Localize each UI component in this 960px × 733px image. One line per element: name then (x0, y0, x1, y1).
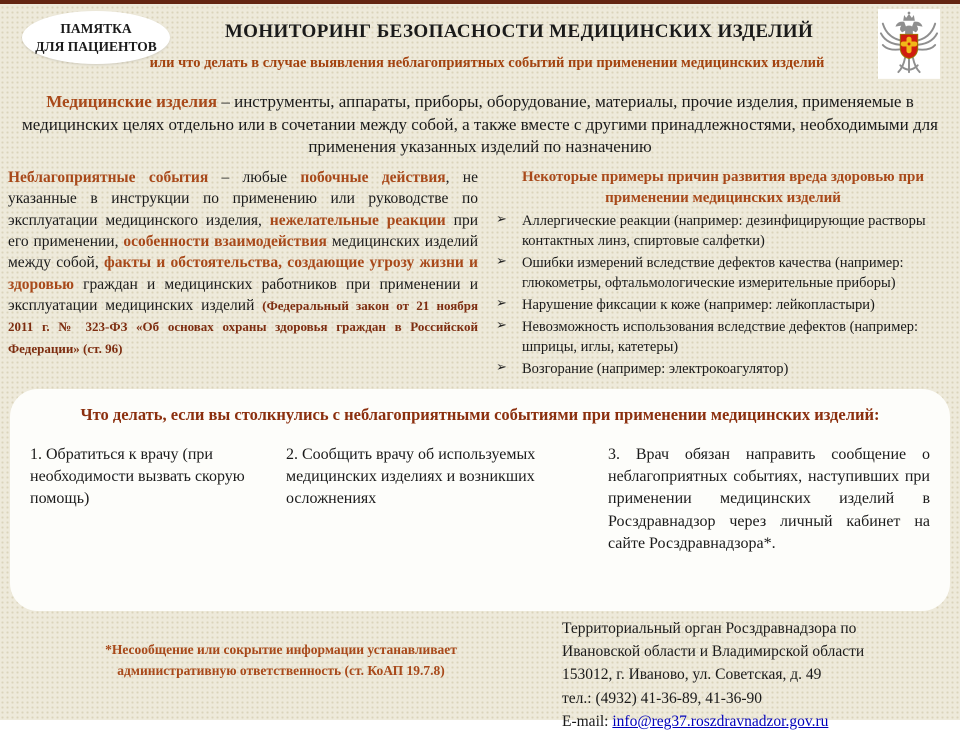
memo-badge (22, 11, 170, 64)
memo-badge-line2: ДЛЯ ПАЦИЕНТОВ (35, 38, 157, 54)
list-item-text: Нарушение фиксации к коже (например: лейкопластыри) (522, 296, 875, 313)
contact-email-row (562, 710, 940, 733)
federal-law-reference: (Федеральный закон от 21 ноября 2011 г. № 323-ФЗ «Об основах охраны здоровья граждан в Российской Федерации» (ст. 96) (8, 298, 478, 356)
list-item (494, 253, 952, 293)
content-columns (0, 167, 960, 381)
steps-row (26, 444, 934, 556)
step-1: 1. Обратиться к врачу (при необходимости вызвать скорую помощь) (30, 445, 245, 508)
examples-section (494, 167, 952, 381)
list-item-text: Невозможность использования вследствие дефектов (например: шприцы, иглы, катетеры) (522, 318, 919, 355)
examples-list (494, 211, 952, 379)
footnote-line1: *Несообщение или сокрытие информации устанавливает (105, 641, 457, 657)
arrow-bullet-icon: ➢ (496, 359, 507, 375)
arrow-bullet-icon: ➢ (496, 211, 507, 227)
adverse-events-paragraph: Неблагоприятные события – любые побочные действия, не указанные в инструкции по применению или руководстве по эксплуатации медицинского изделия, нежелательные реакции при его применении, особенности взаимодействия медицинских изделий между собой, факты и обстоятельства, создающие угрозу жизни и здоровью граждан и медицинских работников при применении и эксплуатации медицинских изделий (Федеральный закон от 21 ноября 2011 г. № 323-ФЗ «Об основах охраны здоровья граждан в Российской Федерации» (ст. 96) (8, 168, 479, 356)
adverse-term: Неблагоприятные события (8, 168, 209, 186)
what-to-do-box (10, 389, 950, 611)
contact-address: 153012, г. Иваново, ул. Советская, д. 49 (562, 666, 822, 684)
roszdravnadzor-emblem-icon (878, 9, 940, 79)
list-item (494, 359, 952, 379)
step-3: 3. Врач обязан направить сообщение о неблагоприятных событиях, наступивших при применении медицинских изделий в Росздравнадзор через личный кабинет на сайте Росздравнадзора*. (608, 445, 930, 553)
step-2: 2. Сообщить врачу об используемых медицинских изделиях и возникших осложнениях (286, 445, 536, 508)
page-title: МОНИТОРИНГ БЕЗОПАСНОСТИ МЕДИЦИНСКИХ ИЗДЕЛИЙ (224, 21, 814, 42)
list-item-text: Возгорание (например: электрокоагулятор) (522, 360, 789, 377)
what-to-do-heading: Что делать, если вы столкнулись с неблагоприятными событиями при применении медицинских изделий: (80, 404, 880, 424)
footnote (0, 617, 562, 733)
arrow-bullet-icon: ➢ (496, 253, 507, 269)
contact-phone: тел.: (4932) 41-36-89, 41-36-90 (562, 689, 763, 707)
list-item (494, 295, 952, 315)
page-subtitle: или что делать в случае выявления неблагоприятных событий при применении медицинских изделий (149, 55, 825, 71)
list-item (494, 211, 952, 251)
email-label: E-mail: (562, 712, 613, 730)
header (0, 4, 960, 86)
contact-org-line1: Территориальный орган Росздравнадзора по (562, 619, 857, 637)
arrow-bullet-icon: ➢ (496, 295, 507, 311)
definition-paragraph (0, 91, 960, 159)
footnote-line2: административную ответственность (ст. КоАП 19.7.8) (117, 663, 445, 679)
definition-term: Медицинские изделия (46, 92, 218, 111)
list-item-text: Ошибки измерений вследствие дефектов качества (например: глюкометры, офтальмологические измерительные приборы) (522, 254, 904, 291)
contact-block (562, 617, 960, 733)
list-item (494, 317, 952, 357)
definition-text: – инструменты, аппараты, приборы, оборудование, материалы, прочие изделия, применяемые в медицинских целях отдельно или в сочетании между собой, а также вместе с другими принадлежностями, необходимыми для применения указанных изделий по назначению (22, 92, 938, 157)
email-link[interactable]: info@reg37.roszdravnadzor.gov.ru (612, 712, 829, 730)
contact-org-line2: Ивановской области и Владимирской области (562, 643, 865, 661)
examples-heading: Некоторые примеры причин развития вреда здоровью при применении медицинских изделий (521, 168, 925, 206)
arrow-bullet-icon: ➢ (496, 317, 507, 333)
memo-badge-line1: ПАМЯТКА (60, 20, 132, 36)
list-item-text: Аллергические реакции (например: дезинфицирующие растворы контактных линз, спиртовые салфетки) (522, 212, 926, 249)
footer (0, 617, 960, 733)
